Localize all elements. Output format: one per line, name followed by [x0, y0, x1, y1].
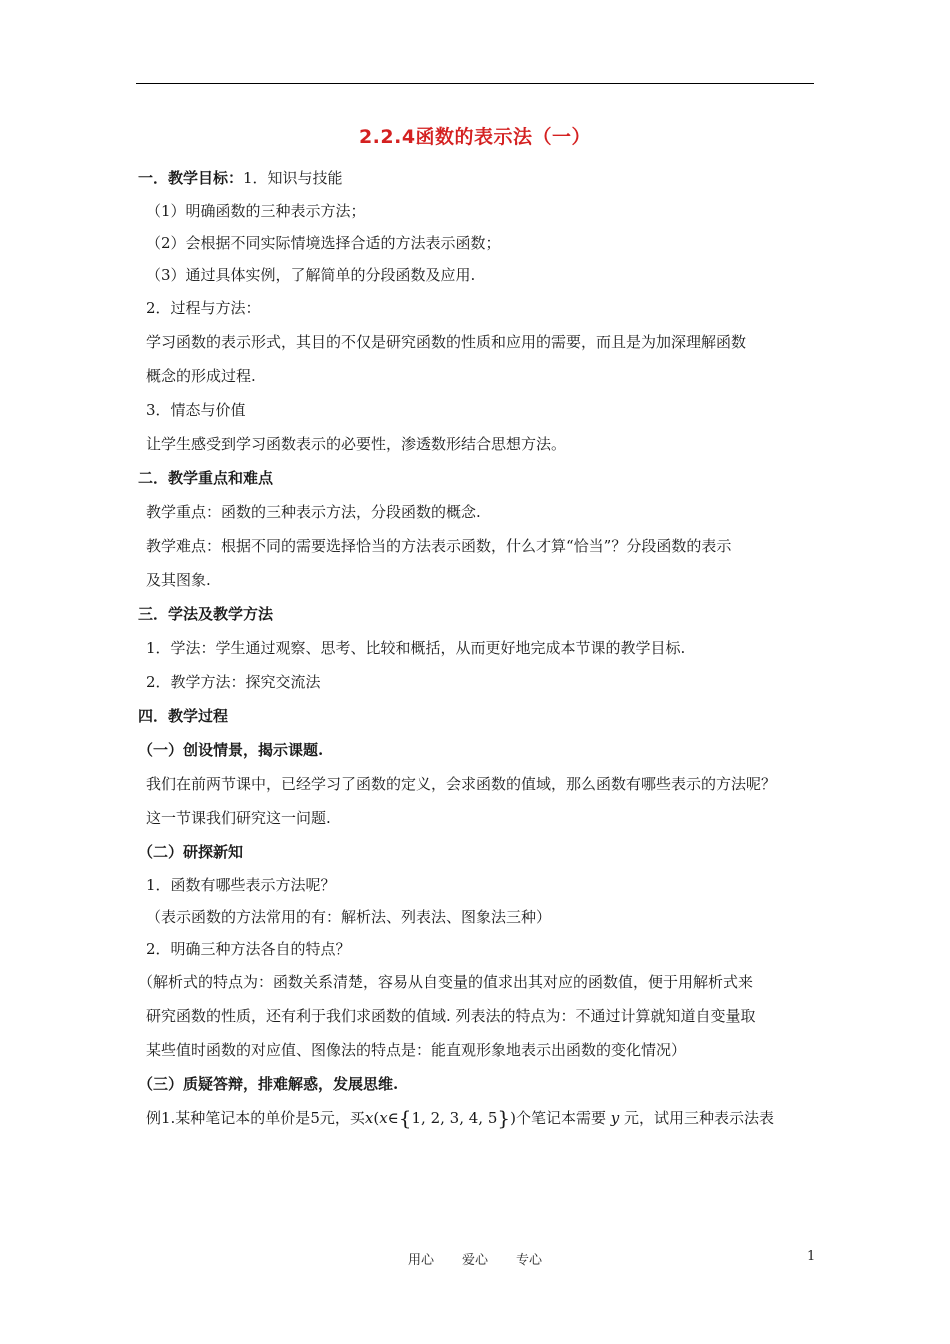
footer-word: 用心 — [407, 1253, 434, 1268]
section-heading: 四．教学过程 — [138, 707, 229, 725]
paragraph: 某些值时函数的对应值、图像法的特点是：能直观形象地表示出函数的变化情况） — [146, 1041, 687, 1059]
paragraph: 这一节课我们研究这一问题. — [146, 809, 331, 827]
objective-item: （2）会根据不同实际情境选择合适的方法表示函数； — [146, 234, 501, 252]
math-set: 1, 2, 3, 4, 5 — [411, 1109, 498, 1127]
paragraph: 研究函数的性质，还有利于我们求函数的值域. 列表法的特点为：不通过计算就知道自变量取 — [146, 1007, 756, 1025]
paragraph: 1．学法：学生通过观察、思考、比较和概括，从而更好地完成本节课的教学目标. — [146, 639, 686, 657]
document-title: 2.2.4函数的表示法（一） — [358, 126, 592, 148]
math-variable-x: x — [364, 1109, 374, 1127]
paragraph: 概念的形成过程. — [146, 367, 256, 385]
example-text: 例1.某种笔记本的单价是5元，买 — [146, 1109, 365, 1127]
footer-word: 爱心 — [461, 1253, 488, 1268]
values-title: 3．情态与价值 — [146, 401, 246, 419]
example-text: 个笔记本需要 — [515, 1109, 606, 1127]
paragraph: 教学难点：根据不同的需要选择恰当的方法表示函数，什么才算“恰当”？分段函数的表示 — [146, 537, 732, 555]
paragraph: 学习函数的表示形式，其目的不仅是研究函数的性质和应用的需要，而且是为加深理解函数 — [146, 333, 747, 351]
paragraph: 2．明确三种方法各自的特点？ — [146, 940, 351, 958]
section-heading: 二．教学重点和难点 — [138, 469, 274, 487]
brace-close-icon: } — [497, 1106, 511, 1130]
math-paren: ( — [373, 1109, 380, 1127]
paragraph: 及其图象. — [146, 571, 211, 589]
process-title: 2．过程与方法： — [146, 299, 261, 317]
section-heading: 一．教学目标： — [138, 169, 244, 187]
example-text: 元，试用三种表示法表 — [624, 1109, 775, 1127]
math-paren: ) — [510, 1109, 516, 1127]
page-number: 1 — [807, 1249, 816, 1264]
objective-item: （3）通过具体实例，了解简单的分段函数及应用. — [146, 266, 476, 284]
subsection-heading: （三）质疑答辩，排难解惑，发展思维. — [138, 1075, 399, 1093]
objective-subtitle: 1．知识与技能 — [243, 169, 343, 187]
paragraph: （解析式的特点为：函数关系清楚，容易从自变量的值求出其对应的函数值，便于用解析式来 — [138, 973, 754, 991]
subsection-heading: （二）研探新知 — [138, 843, 244, 861]
brace-open-icon: { — [398, 1106, 412, 1130]
paragraph: （表示函数的方法常用的有：解析法、列表法、图象法三种） — [146, 908, 552, 926]
math-variable-y: y — [610, 1109, 620, 1127]
paragraph: 2．教学方法：探究交流法 — [146, 673, 321, 691]
section-heading: 三．学法及教学方法 — [138, 605, 274, 623]
example-1 — [138, 1101, 828, 1135]
footer-word: 专心 — [516, 1253, 543, 1268]
paragraph: 1．函数有哪些表示方法呢？ — [146, 876, 336, 894]
paragraph: 让学生感受到学习函数表示的必要性，渗透数形结合思想方法。 — [146, 435, 567, 453]
document-body — [138, 161, 828, 1135]
section-objectives — [138, 161, 828, 195]
paragraph: 我们在前两节课中，已经学习了函数的定义，会求函数的值域，那么函数有哪些表示的方法呢？ — [146, 775, 777, 793]
math-variable-x: x — [379, 1109, 388, 1127]
math-element-of: ∈ — [387, 1109, 399, 1127]
objective-item: （1）明确函数的三种表示方法； — [146, 202, 366, 220]
subsection-heading: （一）创设情景，揭示课题. — [138, 741, 324, 759]
header-rule — [136, 83, 814, 84]
paragraph: 教学重点：函数的三种表示方法，分段函数的概念. — [146, 503, 481, 521]
